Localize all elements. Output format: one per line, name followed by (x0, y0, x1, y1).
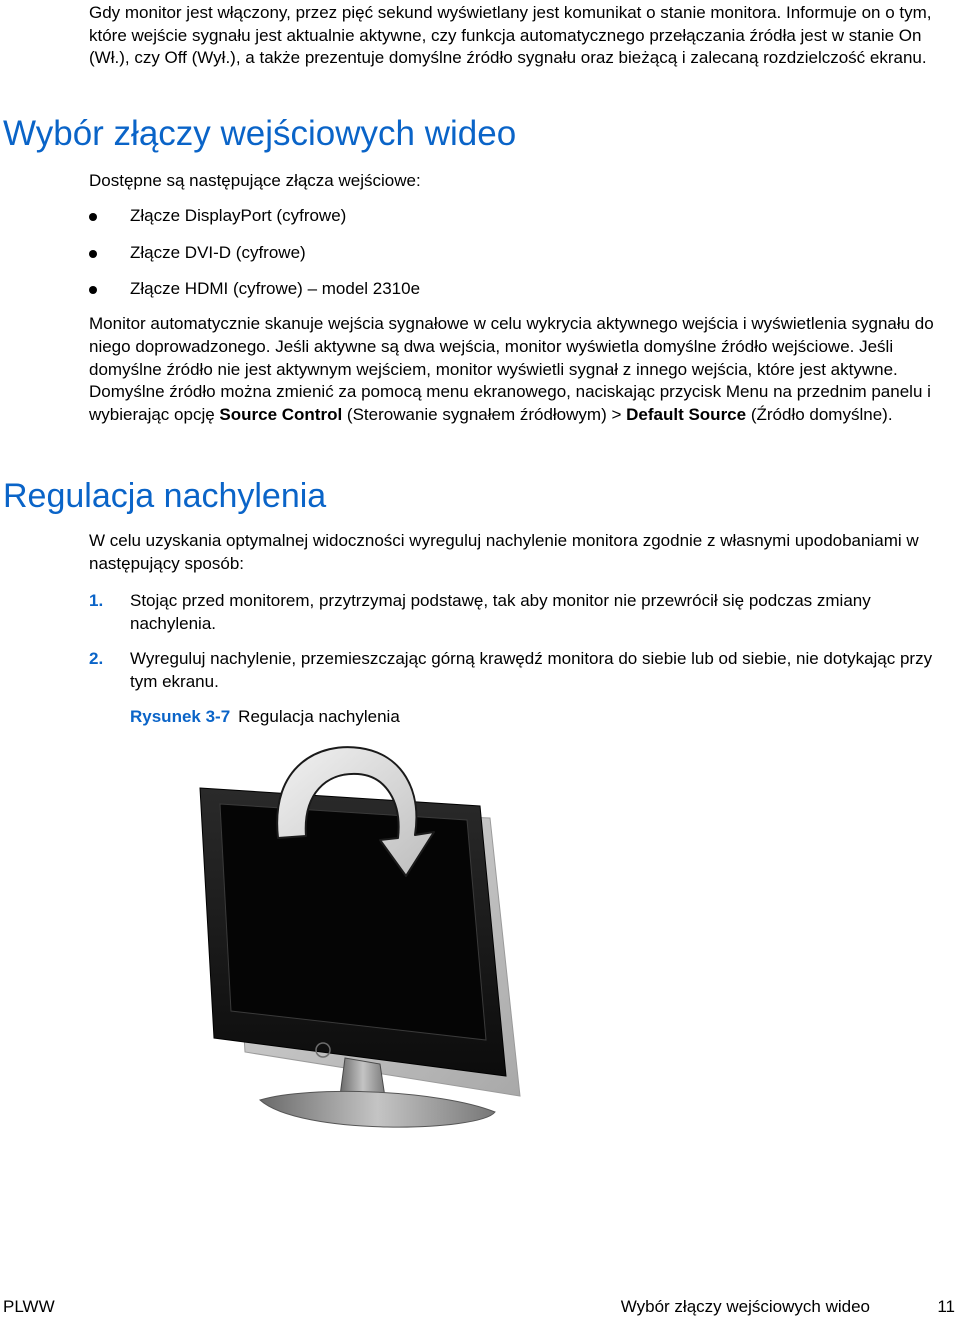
list-item (89, 589, 950, 635)
figure-caption-text: Regulacja nachylenia (238, 707, 400, 726)
intro-paragraph: Gdy monitor jest włączony, przez pięć sekund wyświetlany jest komunikat o stanie monitora. Informuje on o tym, które wejście sygnału jest aktualnie aktywne, czy funkcja automatycznego przełączania źródła jest w stanie On (Wł.), czy Off (Wył.), a także prezentuje domyślne źródło sygnału oraz bieżącą i zalecaną rozdzielczość ekranu. (89, 3, 932, 67)
list-item-label: Złącze DVI-D (cyfrowe) (130, 242, 306, 262)
page-footer (0, 1296, 960, 1320)
bullet-icon (89, 286, 97, 294)
list-item (89, 647, 950, 693)
tilt-steps-list (89, 589, 950, 693)
menu-option-source-control: Source Control (219, 405, 343, 425)
body-text-part2: (Sterowanie sygnałem źródłowym) > (342, 405, 627, 425)
body-text-part3: (Źródło domyślne). (746, 405, 893, 425)
inputs-lead-text: Dostępne są następujące złącza wejściowe: (89, 171, 421, 190)
inputs-body-paragraph (89, 313, 949, 427)
list-item (89, 205, 420, 242)
bullet-icon (89, 213, 97, 221)
section-heading-tilt: Regulacja nachylenia (3, 477, 327, 515)
step-number: 2. (89, 649, 104, 668)
connector-list (89, 205, 420, 315)
monitor-tilt-illustration (190, 740, 570, 1140)
tilt-lead-text: W celu uzyskania optymalnej widoczności wyreguluj nachylenie monitora zgodnie z własnymi upodobaniami w następujący sposób: (89, 531, 919, 573)
step-number: 1. (89, 591, 104, 610)
page-number: 11 (937, 1297, 955, 1316)
monitor-tilt-figure (190, 740, 570, 1140)
bullet-icon (89, 250, 97, 258)
step-text: Stojąc przed monitorem, przytrzymaj podstawę, tak aby monitor nie przewrócił się podczas zmiany nachylenia. (130, 591, 871, 633)
footer-section-title: Wybór złączy wejściowych wideo (620, 1297, 870, 1316)
menu-option-default-source: Default Source (626, 405, 747, 425)
list-item-label: Złącze DisplayPort (cyfrowe) (130, 206, 347, 225)
figure-caption (130, 706, 400, 728)
step-text: Wyreguluj nachylenie, przemieszczając górną krawędź monitora do siebie lub od siebie, nie dotykając przy tym ekranu. (130, 649, 933, 691)
body-text-part1: Monitor automatycznie skanuje wejścia sygnałowe w celu wykrycia aktywnego wejścia i wyświetlenia sygnału do niego doprowadzonego. Jeśli aktywne są dwa wejścia, monitor wyświetla domyślne źródło wejściowe. Jeśli domyślne źródło nie jest aktywnym wejściem, monitor wyświetli sygnał z innego wejścia, które jest aktywne. Domyślne źródło można zmienić za pomocą menu ekranowego, naciskając przycisk Menu na przednim panelu i wybierając opcję (89, 314, 934, 425)
section-heading-inputs: Wybór złączy wejściowych wideo (3, 114, 517, 153)
list-item (89, 278, 420, 315)
footer-doc-code: PLWW (3, 1297, 55, 1316)
list-item-label: Złącze HDMI (cyfrowe) – model 2310e (130, 279, 421, 298)
figure-caption-label: Rysunek 3-7 (130, 707, 231, 726)
list-item (89, 242, 420, 279)
